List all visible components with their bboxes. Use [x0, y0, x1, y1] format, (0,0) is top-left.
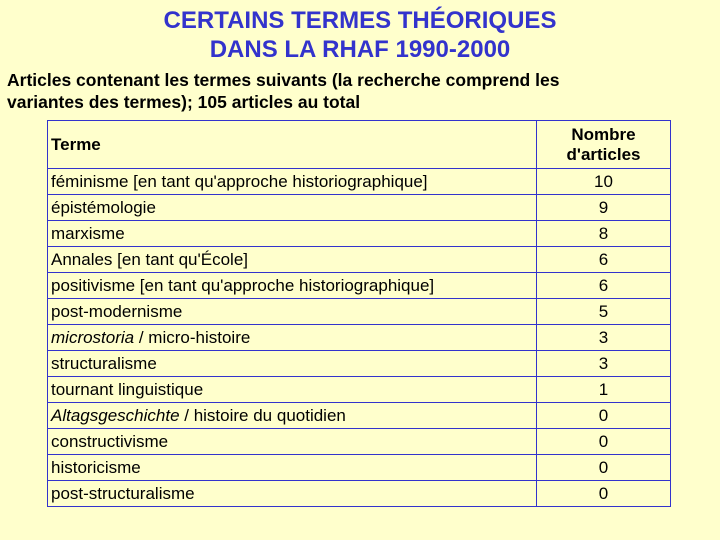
term-text: constructivisme — [51, 431, 169, 451]
table-row — [48, 247, 671, 273]
term-italic: microstoria — [51, 327, 135, 347]
term-cell — [48, 325, 537, 351]
subtitle-line-2: variantes des termes); 105 articles au total — [7, 92, 361, 112]
table-row — [48, 221, 671, 247]
term-text: positivisme [en tant qu'approche historiographique] — [51, 275, 435, 295]
count-cell: 5 — [537, 299, 671, 325]
header-count-line-1: Nombre — [571, 124, 636, 144]
term-cell — [48, 403, 537, 429]
term-cell — [48, 273, 537, 299]
header-term: Terme — [48, 121, 537, 169]
term-cell — [48, 377, 537, 403]
term-text: épistémologie — [51, 197, 156, 217]
count-cell: 6 — [537, 247, 671, 273]
terms-table — [47, 120, 671, 507]
table-row — [48, 351, 671, 377]
term-cell — [48, 351, 537, 377]
term-cell — [48, 481, 537, 507]
term-cell — [48, 455, 537, 481]
subtitle-line-1: Articles contenant les termes suivants (la recherche comprend les — [7, 70, 560, 90]
term-text: / micro-histoire — [134, 327, 251, 347]
count-cell: 6 — [537, 273, 671, 299]
term-text: post-structuralisme — [51, 483, 195, 503]
table-row — [48, 195, 671, 221]
term-text: Annales [en tant qu'École] — [51, 249, 248, 269]
page-title — [0, 6, 720, 64]
term-cell — [48, 429, 537, 455]
term-cell — [48, 247, 537, 273]
count-cell: 0 — [537, 403, 671, 429]
table-row — [48, 299, 671, 325]
count-cell: 1 — [537, 377, 671, 403]
table-row — [48, 325, 671, 351]
term-cell — [48, 299, 537, 325]
table-header-row — [48, 121, 671, 169]
page-subtitle — [7, 69, 707, 113]
term-cell — [48, 221, 537, 247]
count-cell: 0 — [537, 455, 671, 481]
count-cell: 8 — [537, 221, 671, 247]
title-line-2: DANS LA RHAF 1990-2000 — [209, 36, 511, 63]
term-text: / histoire du quotidien — [179, 405, 346, 425]
count-cell: 0 — [537, 481, 671, 507]
term-text: tournant linguistique — [51, 379, 204, 399]
count-cell: 3 — [537, 325, 671, 351]
term-text: féminisme [en tant qu'approche historiographique] — [51, 171, 428, 191]
term-text: structuralisme — [51, 353, 157, 373]
term-italic: Altagsgeschichte — [51, 405, 180, 425]
term-text: post-modernisme — [51, 301, 183, 321]
table-row — [48, 429, 671, 455]
header-count-line-2: d'articles — [566, 144, 641, 164]
count-cell: 10 — [537, 169, 671, 195]
term-text: marxisme — [51, 223, 125, 243]
count-cell: 3 — [537, 351, 671, 377]
title-line-1: CERTAINS TERMES THÉORIQUES — [163, 7, 557, 34]
count-cell: 0 — [537, 429, 671, 455]
term-text: historicisme — [51, 457, 141, 477]
table-row — [48, 273, 671, 299]
table-row — [48, 403, 671, 429]
table-row — [48, 455, 671, 481]
table-row — [48, 377, 671, 403]
table-row — [48, 481, 671, 507]
table-row — [48, 169, 671, 195]
term-cell — [48, 169, 537, 195]
term-cell — [48, 195, 537, 221]
header-count — [537, 121, 671, 169]
count-cell: 9 — [537, 195, 671, 221]
